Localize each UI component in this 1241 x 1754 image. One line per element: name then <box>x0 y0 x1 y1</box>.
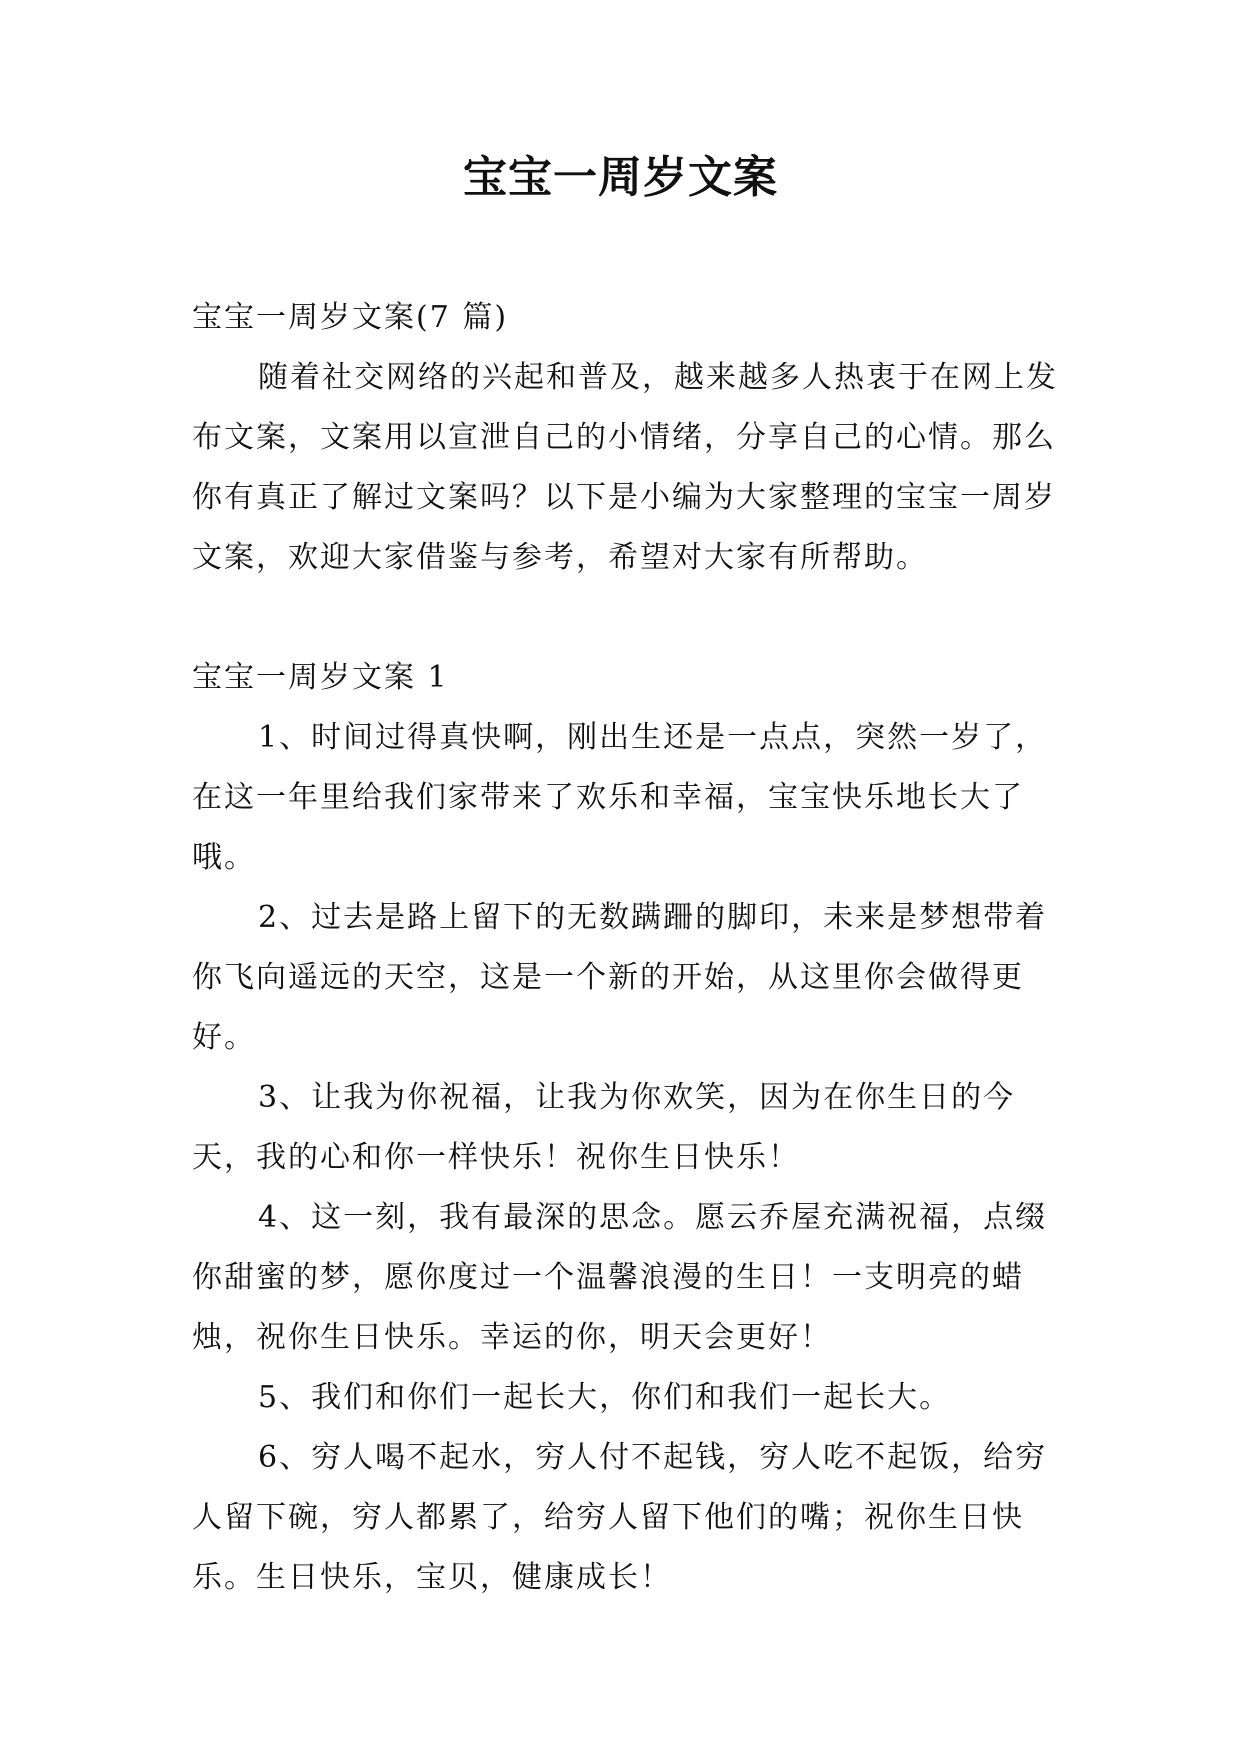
section-heading: 宝宝一周岁文案 1 <box>192 660 449 695</box>
list-item: 2、过去是路上留下的无数蹒跚的脚印，未来是梦想带着你飞向遥远的天空，这是一个新的开始，从这里你会做得更好。 <box>192 900 1048 1055</box>
document-subtitle: 宝宝一周岁文案(7 篇) <box>192 300 509 335</box>
intro-paragraph: 随着社交网络的兴起和普及，越来越多人热衷于在网上发布文案，文案用以宣泄自己的小情绪，分享自己的心情。那么你有真正了解过文案吗？以下是小编为大家整理的宝宝一周岁文案，欢迎大家借鉴与参考，希望对大家有所帮助。 <box>192 360 1058 575</box>
list-item: 5、我们和你们一起长大，你们和我们一起长大。 <box>258 1380 952 1415</box>
document-title: 宝宝一周岁文案 <box>463 152 778 203</box>
list-item: 4、这一刻，我有最深的思念。愿云乔屋充满祝福，点缀你甜蜜的梦，愿你度过一个温馨浪漫的生日！一支明亮的蜡烛，祝你生日快乐。幸运的你，明天会更好！ <box>192 1200 1048 1355</box>
list-item: 6、穷人喝不起水，穷人付不起钱，穷人吃不起饭，给穷人留下碗，穷人都累了，给穷人留下他们的嘴；祝你生日快乐。生日快乐，宝贝，健康成长！ <box>192 1440 1048 1595</box>
document-body <box>192 288 1072 1608</box>
list-item: 1、时间过得真快啊，刚出生还是一点点，突然一岁了，在这一年里给我们家带来了欢乐和幸福，宝宝快乐地长大了哦。 <box>192 720 1048 875</box>
list-item: 3、让我为你祝福，让我为你欢笑，因为在你生日的今天，我的心和你一样快乐！祝你生日快乐！ <box>192 1080 1016 1175</box>
